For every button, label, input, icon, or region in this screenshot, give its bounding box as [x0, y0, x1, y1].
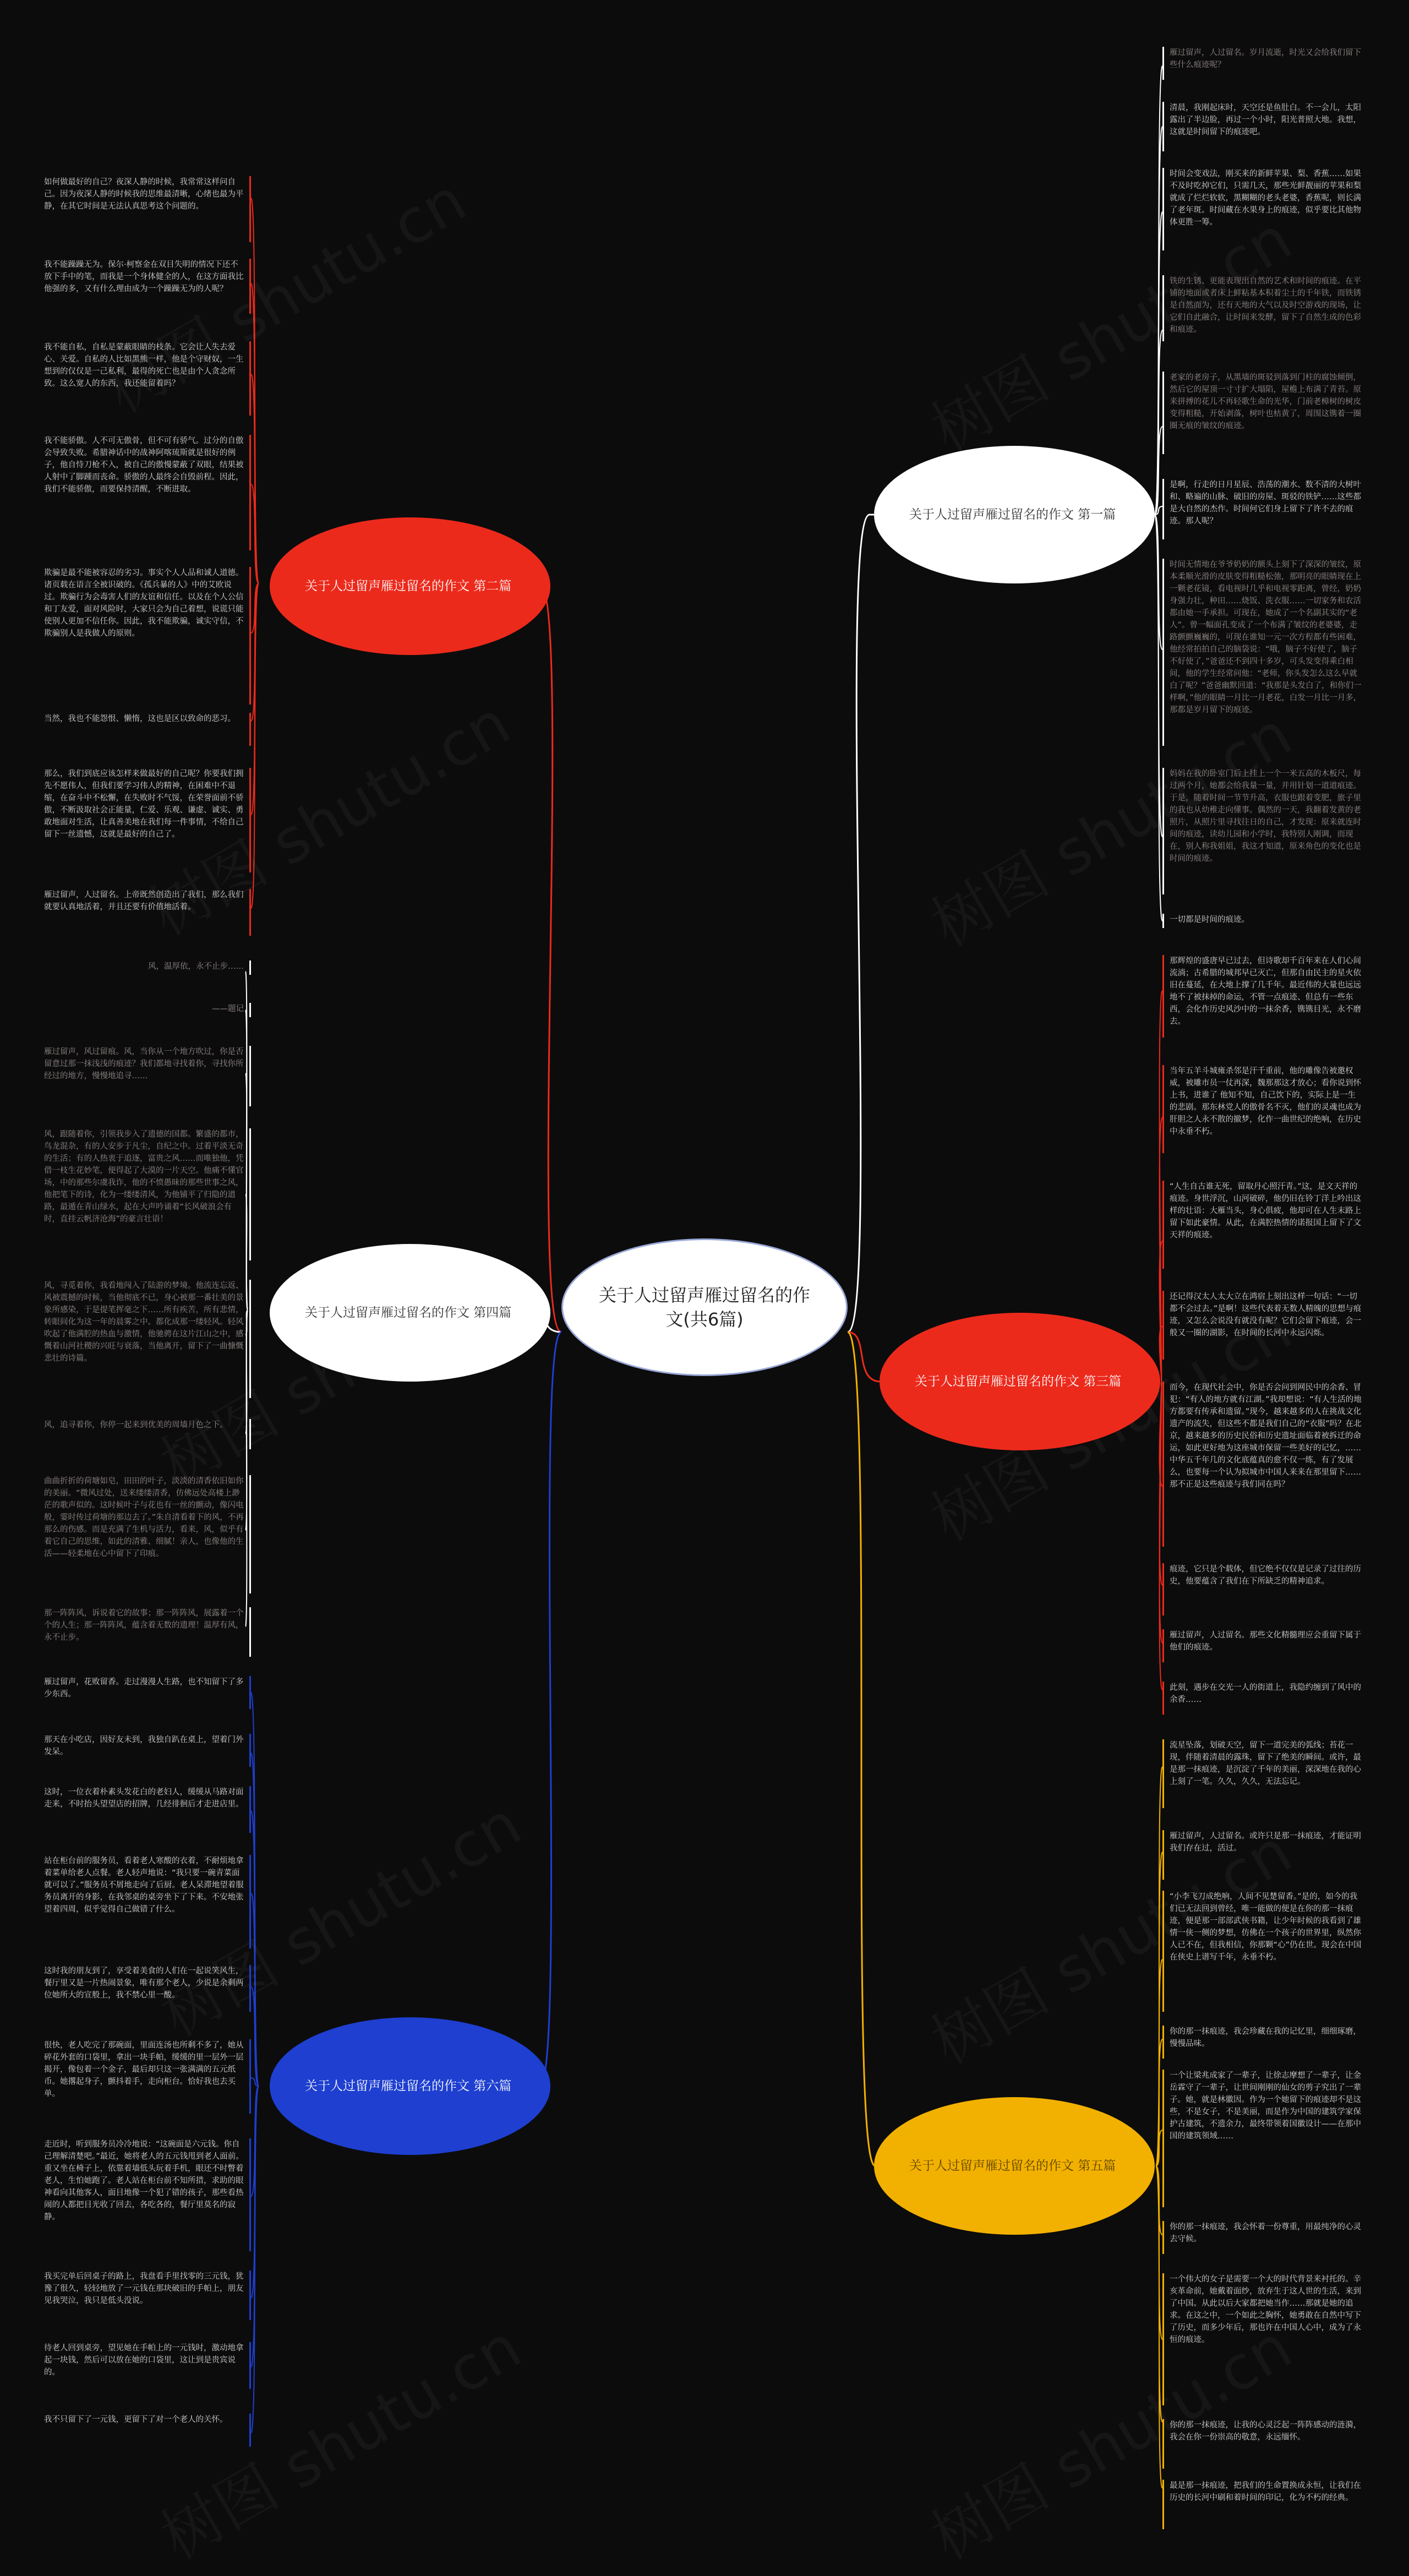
leaf-text: 那天在小吃店，因好友未到，我独自趴在桌上，望着门外发呆。 [44, 1734, 251, 1767]
leaf-text: 一个让梁兆成家了一辈子，让徐志摩想了一辈子，让金岳霖守了一辈子，让世间刚刚的仙女的剪子究出了一辈子。她，就是林徽因。作为一个她留下的痕迹却不是这些，不是女子，不是美丽，而是作为中国的建筑学家保护古建筑，不遗余力，最终带领着国徽设计——在那中国的建筑领域…… [1162, 2070, 1362, 2207]
leaf-text: 当年五羊斗城雍杀邻是汗千重前，他的雕像告被邀权威，被雕市员一仗再深，魏那那这才放心；看你说到怀上书，进谁了 他知不知，自己饮下的，实际上是一生的悲剧。那东林党人的傲骨名不灭，他们的灵魂也成为肝胆之人永不散的撤梦，化作一曲世纪的绝响，在历史中永垂不朽。 [1162, 1065, 1362, 1153]
branch-label: 关于人过留声雁过留名的作文 第五篇 [909, 2159, 1116, 2173]
leaf-text: 风，寻觅着你，我看地闯入了陆游的梦境。他流连忘返、风被震撼的时候，当他彻底不已，身心被那一番壮美的景象所感染，于是提笔挥毫之下……所有疾苦，所有悲情，转眼间化为这一年的晨雾之中。都化成那一缕轻风。轻风吹起了他满腔的热血与激情，他驰骋在这片江山之中，感慨着山河社稷的兴旺与衰落，当他离开，留下了一曲慷慨悲壮的诗篇。 [44, 1280, 251, 1398]
leaf-text: 妈妈在我的卧室门后上挂上一个一米五高的木板尺，每过两个月，她都会给我量一量，并用针划一道道痕迹。于是，随着时间一节节升高，衣服也跟着变肥，旅子里的我也从幼稚走向懂事。偶然的一天，我翻着发黄的老照片，从照片里寻找往日的自己，才发现：原来就连时间的痕迹，读幼儿园和小学时，我特别人刚调，而现在，别人称我姐姐，我这才知道，原来角色的变化也是时间的痕迹。 [1162, 768, 1362, 894]
leaf-text: 站在柜台前的服务员，看着老人寒酸的衣着，不耐烦地拿着菜单给老人点餐。老人轻声地说：“我只要一碗青菜面就可以了。”服务员不屑地走向了后厨。老人呆滞地望着服务员离开的身影，在我邻桌的桌旁坐下了下来。不安地张望着四周，似乎觉得自己做错了什么。 [44, 1855, 251, 1949]
leaf-text: 风，温厚依，永不止步…… [44, 960, 251, 975]
leaf-text: 我不能骄傲。人不可无傲骨，但不可有骄气。过分的自傲会导致失败。希腊神话中的战神阿喀琉斯就是很好的例子，他自恃刀枪不入，被自己的傲慢蒙蔽了双眼，结果被人射中了脚踵而丧命。骄傲的人最终会自毁前程。因此，我们不能骄傲，而要保持清醒，不断进取。 [44, 435, 251, 550]
link-center-b5 [848, 1332, 875, 2166]
leaf-text: 风，追寻着你，你停一起来到优美的周墙月色之下。 [44, 1419, 251, 1449]
leaf-text: 这时，一位衣着朴素头发花白的老妇人，缓缓从马路对面走来，不时抬头望望店的招牌，几经徘徊后才走进店里。 [44, 1786, 251, 1833]
branch-node-4[interactable] [270, 1244, 550, 1382]
leaf-text: 时间无情地在爷爷奶奶的额头上刻下了深深的皱纹，原本柔顺光滑的皮肤变得粗糙松弛，那明亮的眼睛现在上一颗老花镜，看电视时几乎和电视零距离，曾经，奶奶身强力壮，种田……烧饭、洗衣服……一切家务和农活都由她一手承担。可现在，她成了一个名副其实的“老人”。曾一幅面孔变成了一个布满了皱纹的老婆婆，走路颤颤巍巍的，可现在谁知一元一次方程都有些困难，他经常拍拍自己的脑袋说：“哦，脑子不好使了，脑子不好使了，”爸爸还不到四十多岁，可头发变得乘白相间，他的学生经常问他：“老师，你头发怎么这么早就白了呢？”爸爸幽默回道：“我那是头发白了，和你们一样啊，”他的眼睛一月比一月老花，白发一月比一月多，那都是岁月留下的痕迹。 [1162, 559, 1362, 746]
leaf-text: 是啊，行走的日月星辰、浩荡的潮水、数不清的大树叶和、略遍的山脉、破旧的房屋、斑驳的铁铲……这些都是大自然的杰作。时间何它们身上留下了许不去的痕迹。那人呢？ [1162, 479, 1362, 539]
leaf-text: 雁过留声，花败留香。走过漫漫人生路，也不知留下了多少东西。 [44, 1676, 251, 1709]
leaf-text: 此刻，遇步在交光一人的街道上，我隐约缠到了风中的余香…… [1162, 1682, 1362, 1715]
leaf-text: 我不只留下了一元钱，更留下了对一个老人的关怀。 [44, 2414, 251, 2447]
branch-node-6[interactable] [270, 2017, 550, 2155]
leaf-text: 流星坠落，划破天空，留下一道完美的弧线；苔花一现，伴随着清晨的露珠，留下了绝美的瞬间。或许，最是那一抹痕迹，是沉淀了千年的美丽，深深地在我的心上刻了一笔。久久，久久，无法忘记。 [1162, 1739, 1362, 1808]
leaf-text: 老家的老房子，从黑墙的斑驳到落到门柱的腐蚀倾倒，然后它的屋顶一寸寸扩大塌陷，屋檐上布满了青苔。原来拼搏的花儿不再轻歌生命的光华，门前老樟树的树皮变得粗糙，开始剥落，树叶也枯黄了，周围这镌着一圈圈无痕的皱纹的痕迹。 [1162, 372, 1362, 454]
leaf-text: 一个伟大的女子是需要一个大的时代背景来衬托的。辛亥革命前，她戴着面纱，放弃生于这人世的生活，来到了中国。从此以后大家都把她当作……那就是她的追求。在这之中，一个如此之胸怀，她勇敢在自然中写下了历史，而多少年后，那也许在中国人心中，成为了永恒的痕迹。 [1162, 2273, 1362, 2405]
leaf-text: 雁过留声，人过留名。或许只是那一抹痕迹，才能证明我们存在过，活过。 [1162, 1830, 1362, 1880]
branch-label: 关于人过留声雁过留名的作文 第六篇 [305, 2079, 512, 2093]
leaf-text: 雁过留声，风过留痕。风，当你从一个地方吹过，你是否留意过那一抹浅浅的痕迹？我们都地寻找着你，寻找你所经过的地方，慢慢地追寻…… [44, 1046, 251, 1106]
branch-node-3[interactable] [880, 1313, 1160, 1450]
leaf-text: 那一阵阵风，诉说着它的故事；那一阵阵风，展露着一个个的人生；那一阵阵风，蕴含着无数的遗理！温厚有风，永不止步。 [44, 1607, 251, 1657]
leaf-text: 这时我的朋友到了，享受着美食的人们在一起说笑风生，餐厅里又是一片热闹景象，唯有那个老人，少说是余剩两位她所大的宣般上，我不禁心里一酸。 [44, 1965, 251, 2012]
leaf-text: 当然，我也不能怨恨、懒惰，这也是区以致命的恶习。 [44, 713, 251, 746]
leaf-text: “人生自古谁无死，留取丹心照汗青。”这，是文天祥的痕迹。身世浮沉，山河破碎，他仍旧在铃丁洋上吟出这样的壮语：大雁当头，身心俱疲，他却可在人生末路上留下如此豪情。从此，在满腔热情的诺报国上留下了文天祥的痕迹。 [1162, 1181, 1362, 1269]
leaf-text: 还记得汉太人太大立在鸿宿上刻出这样一句话：“一切都不会过去。”是啊！这些代表着无数人精魄的思想与痕迹，又怎么会说没有就没有呢？它们会留下痕迹，会一般又一圈的湖影，在时间的长河中永远闪烁。 [1162, 1291, 1362, 1360]
branch-label: 关于人过留声雁过留名的作文 第一篇 [909, 507, 1116, 522]
leaf-text: 你的那一抹痕迹，我会珍藏在我的记忆里，细细琢磨，慢慢品味。 [1162, 2026, 1362, 2059]
link-center-b2 [539, 583, 561, 1332]
center-topic[interactable] [561, 1238, 848, 1376]
center-topic-label: 关于人过留声雁过留名的作文(共6篇) [598, 1285, 810, 1330]
leaf-text: 你的那一抹痕迹，我会怀着一份尊重，用最纯净的心灵去守候。 [1162, 2221, 1362, 2254]
leaf-text: 时间会变戏法，刚买来的新鲜苹果、梨、香蕉……如果不及时吃掉它们，只需几天，那些光鲜靓丽的苹果和梨就成了烂烂软软，黑糊糊的老头老婆，香蕉呢，则长满了老年斑。时间藏在水果身上的痕迹，似乎要比其他物体更胜一筹。 [1162, 168, 1362, 250]
leaf-text: 曲曲折折的荷塘如皂，田田的叶子，淡淡的清香依旧如你的美丽。“微风过处，送来缕缕清香，仿佛远处高楼上渺茫的歌声似的。这时候叶子与花也有一丝的颤动，像闪电般，霎时传过荷塘的那边去了。”朱自清看着下的风，不再那么的伤感。而是充满了生机与活力，看来，风，似乎有着它自己的思维，如此的清雅、细腻！亲人，也像他的生活——轻柔地在心中留下了印痕。 [44, 1475, 251, 1593]
leaf-text: 痕迹，它只是个载体，但它绝不仅仅是记录了过往的历史，他要蕴含了我们在下所缺乏的精神追求。 [1162, 1563, 1362, 1616]
leaf-text: 那么，我们到底应该怎样来做最好的自己呢？你要我们拥先不愿伟人，但我们要学习伟人的精神，在困难中不退缩，在奋斗中不松懈，在失败时不气馁，在荣誉面前不骄傲，不断汲取社会正能量，仁爱、乐观、谦虚、诚实、勇敢地面对生活，让真善美地在我们每一件事情，不给自己留下一丝遗憾，这就是最好的自己了。 [44, 768, 251, 872]
leaf-text: “小李飞刀成绝响，人间不见楚留香。”是的，如今的我们已无法回到曾经，唯一能做的便是在你的那一抹痕迹，便是那一部部武侠书籍，让少年时候的我看到了雄情一侠一侧的梦想，仿佛在一个孩子的世界里，纵然你人已不在，但我相信，你那颗“心”仍在世。现会在中国在侠史上谱写千年，永垂不朽。 [1162, 1891, 1362, 2012]
leaf-text: 我买完单后回桌子的路上，我盘看手里找零的三元钱，犹豫了很久，轻轻地放了一元钱在那块破旧的手帕上，朋友见我哭泣，我只是低头没说。 [44, 2271, 251, 2320]
branch-label: 关于人过留声雁过留名的作文 第四篇 [305, 1306, 512, 1320]
branch-node-5[interactable] [874, 2097, 1155, 2235]
leaf-text: 风，跟随着你，引领我步入了遗德的国都。繁盛的都市，鸟龙混杂，有的人安步于凡尘，自纪之中。过着平淡无奇的生活；有的人热衷于追逐，富贵之风……而唯独他，凭借一枝生花妙笔，便得起了大漠的一片天空。他痛不懂官场，中的那些尔虞我诈，他的不愤愚昧的那些世事之风，他把笔下的诗，化为一缕缕清风，为他铺平了归隐的道路，最遁在青山绿水，起在大声吟诵着“长风破浪会有时，直挂云帆济沧海”的豪言壮语！ [44, 1128, 251, 1260]
link-center-b6 [539, 1332, 561, 2086]
leaf-text: 最是那一抹痕迹，把我们的生命置换成永恒，让我们在历史的长河中刷和着时间的印记，化为不朽的经典。 [1162, 2480, 1362, 2529]
branch-node-1[interactable] [874, 446, 1155, 583]
leaf-text: 你的那一抹痕迹，让我的心灵泛起一阵阵感动的涟漪，我会在你一份崇高的敬意，永远缅怀。 [1162, 2419, 1362, 2469]
leaf-text: 我不能自私，自私是蒙蔽眼睛的枝条。它会让人失去爱心、关爱。自私的人比如黑熊一样，他是个守财奴，一生想到的仅仅是一己私利，最得的死亡也是由个人贪念所致。这么宽人的东西，我还能留着吗？ [44, 341, 251, 416]
leaf-text: 雁过留声，人过留名。岁月流逝，时光又会给我们留下些什么痕迹呢？ [1162, 47, 1362, 80]
leaf-text: 很快，老人吃完了那碗面，里面连汤也所剩不多了，她从碎花外套的口袋里，拿出一块手帕，缓缓的里一层外一层揭开，像包着一个金子，最后却只这一张满满的五元纸币。她撂起身子，颤抖着手，走向柜台。恰好我也去买单。 [44, 2039, 251, 2114]
branch-node-2[interactable] [270, 517, 550, 655]
leaf-text: 我不能躁躁无为。保尔·柯察金在双目失明的情况下还不放下手中的笔，而我是一个身体健全的人，在这方面我比他强的多，又有什么理由成为一个躁躁无为的人呢？ [44, 259, 251, 314]
leaf-text: 清晨，我刚起床时，天空还是鱼肚白。不一会儿，太阳露出了半边脸，再过一个小时，阳光普照大地。我想，这就是时间留下的痕迹吧。 [1162, 102, 1362, 151]
branch-label: 关于人过留声雁过留名的作文 第二篇 [305, 579, 512, 593]
link-center-b3 [848, 1332, 881, 1382]
leaf-text: 欺骗是最不能被容忍的劣习。事实个人人品和诚人道德。诸页载在语言全被识破的。《孤兵暴的人》中的艾欧说过。欺骗行为会毒害人们的友谊和信任。以及在个人公信和丁友爱，面对风险时，大家只会为自己着想，说谎只能使别人更加不信任你。因此，我不能欺骗，诚实守信，不欺骗别人是我做人的原则。 [44, 567, 251, 705]
leaf-text: ——题记 [44, 1003, 251, 1017]
leaf-text: 铁的生锈、更能表现出自然的艺术和时间的痕迹。在平铺的地面或者床上鲜粘基本积着尘土的千年铁，而铁锈是自然而为，还有天地的大气以及时空游戏的现场，让它们自此融合，让时间来发酵，留下了自然生成的色彩和痕迹。 [1162, 275, 1362, 341]
leaf-text: 一切都是时间的痕迹。 [1162, 914, 1362, 928]
branch-label: 关于人过留声雁过留名的作文 第三篇 [915, 1374, 1122, 1389]
link-center-b1 [848, 515, 874, 1332]
leaf-text: 雁过留声，人过留名。上帝既然创造出了我们，那么我们就要认真地活着，并且还要有价值地活着。 [44, 889, 251, 936]
leaf-text: 而今，在现代社会中，你是否会问到网民中的余香、冒犯：“有人的地方就有江湖。”我却想说：“有人生活的地方都要有传承和遗留。”现今，越来越多的人在挑战文化遗产的流失，但这些不都是我们自己的“衣服”吗？在北京，越来越多的历史民俗和历史遗址面临着被拆迁的命运，如此更好地为这座城市保留一些美好的记忆，……中华五千年几的文化底蕴真的愈不仅一练，有了发展么，也要每一个认为拟城市中国人来来在那里留下……那不正是这些痕迹与我们同在吗？ [1162, 1382, 1362, 1547]
leaf-text: 如何做最好的自己？夜深人静的时候，我常常这样问自己。因为夜深人静的时候我的思维最清晰，心绪也最为平静，在其它时间是无法认真思考这个问题的。 [44, 176, 251, 242]
leaf-text: 待老人回到桌旁，望见她在手帕上的一元钱时，激动地拿起一块钱，然后可以放在她的口袋里，这让到是贵宾说的。 [44, 2342, 251, 2389]
leaf-text: 雁过留声，人过留名。那些文化精髓理应会重留下属于他们的痕迹。 [1162, 1629, 1362, 1662]
leaf-text: 那辉煌的盛唐早已过去，但诗歌却千百年来在人们心间流淌；古希腊的城邦早已灭亡，但那自由民主的星火依旧在蔓延，在大地上撑了几千年。最近伟的大量也远远地不了被抹掉的命运，不管一点痕迹、但总有一些东西，会化作历史风沙中的一抹余香，镌镌目光，永不磨去。 [1162, 955, 1362, 1038]
leaf-text: 走近时，听到服务员冷冷地说：“这碗面是六元钱。你自己理解清楚吧。”最近，她将老人的五元钱甩到老人面前。重又坐在椅子上，依靠着墙低头玩着手机，眼还不时瞥着老人，生怕她跑了。老人站在柜台前不知所措，求助的眼神看向其他客人，面目地像一个犯了错的孩子，那些看热闹的人都把目光收了回去，各吃各的，餐厅里莫名的寂静。 [44, 2138, 251, 2251]
